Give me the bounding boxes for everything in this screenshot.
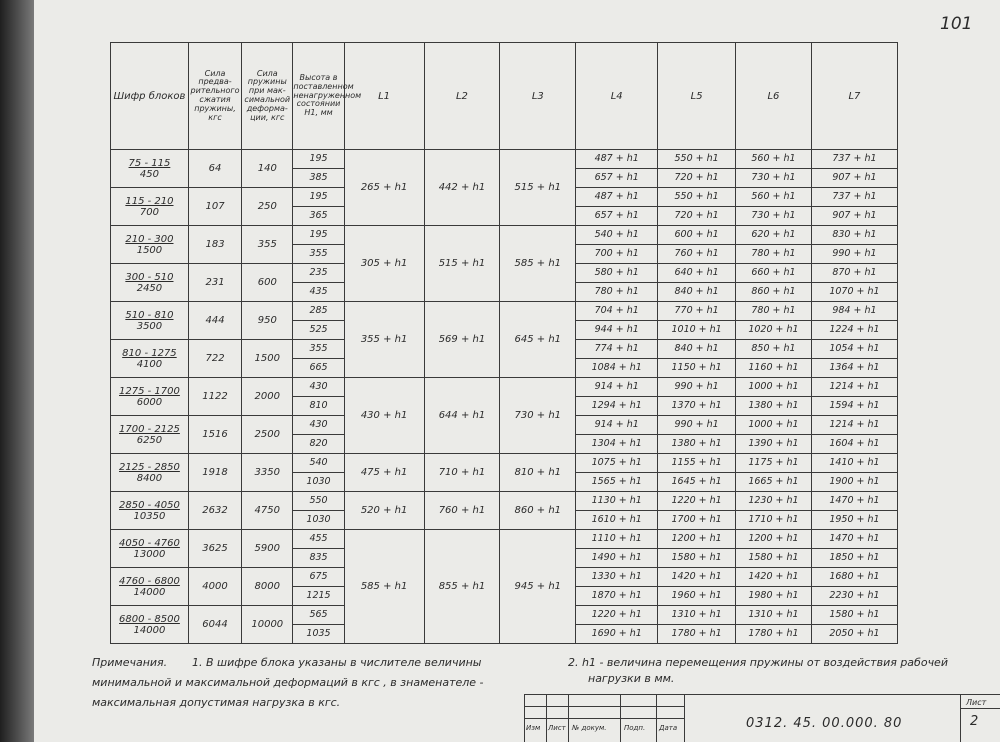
page-number: 101 — [940, 14, 973, 34]
l5-value: 550 + h1 — [658, 188, 736, 207]
cipher-max-load: 8400 — [136, 472, 163, 484]
header-height: Высота в поставленном ненагруженном состоянии H1, мм — [293, 43, 344, 150]
block-cipher — [111, 454, 189, 492]
l2-value: 442 + h1 — [424, 150, 500, 226]
l4-value: 1130 + h1 — [576, 492, 658, 511]
l7-value: 2050 + h1 — [811, 625, 897, 644]
max-force: 3350 — [242, 454, 293, 492]
free-height: 820 — [293, 435, 344, 454]
max-force: 2500 — [242, 416, 293, 454]
free-height: 525 — [293, 321, 344, 340]
l6-value: 560 + h1 — [736, 150, 812, 169]
block-cipher — [111, 264, 189, 302]
max-force: 600 — [242, 264, 293, 302]
max-force: 355 — [242, 226, 293, 264]
cipher-max-load: 6000 — [136, 396, 163, 408]
l1-value: 475 + h1 — [344, 454, 424, 492]
cipher-deformation-range: 1275 - 1700 — [119, 385, 180, 397]
block-cipher — [111, 568, 189, 606]
l4-value: 704 + h1 — [576, 302, 658, 321]
l7-value: 830 + h1 — [811, 226, 897, 245]
cipher-max-load: 2450 — [136, 282, 163, 294]
cipher-deformation-range: 6800 - 8500 — [119, 613, 180, 625]
l6-value: 560 + h1 — [736, 188, 812, 207]
l4-value: 487 + h1 — [576, 188, 658, 207]
free-height: 550 — [293, 492, 344, 511]
l6-value: 1175 + h1 — [736, 454, 812, 473]
l6-value: 1000 + h1 — [736, 378, 812, 397]
l6-value: 780 + h1 — [736, 245, 812, 264]
free-height: 430 — [293, 416, 344, 435]
l4-value: 1220 + h1 — [576, 606, 658, 625]
free-height: 1215 — [293, 587, 344, 606]
block-cipher — [111, 226, 189, 264]
l7-value: 1054 + h1 — [811, 340, 897, 359]
preload-force: 2632 — [188, 492, 241, 530]
block-cipher — [111, 302, 189, 340]
spring-block-table-area — [110, 42, 898, 654]
l5-value: 600 + h1 — [658, 226, 736, 245]
l5-value: 1580 + h1 — [658, 549, 736, 568]
cipher-deformation-range: 4050 - 4760 — [119, 537, 180, 549]
l5-value: 1645 + h1 — [658, 473, 736, 492]
max-force: 140 — [242, 150, 293, 188]
free-height: 355 — [293, 245, 344, 264]
l5-value: 840 + h1 — [658, 340, 736, 359]
tb-caption-sheet: Лист — [548, 724, 566, 732]
l6-value: 1980 + h1 — [736, 587, 812, 606]
l7-value: 1410 + h1 — [811, 454, 897, 473]
l7-value: 1950 + h1 — [811, 511, 897, 530]
free-height: 1030 — [293, 511, 344, 530]
table-row — [111, 492, 898, 511]
header-l1: L1 — [344, 43, 424, 150]
l4-value: 780 + h1 — [576, 283, 658, 302]
l7-value: 737 + h1 — [811, 150, 897, 169]
cipher-deformation-range: 300 - 510 — [125, 271, 174, 283]
document-code: 0312. 45. 00.000. 80 — [746, 716, 903, 731]
cipher-max-load: 14000 — [133, 586, 166, 598]
l4-value: 1610 + h1 — [576, 511, 658, 530]
table-row — [111, 226, 898, 245]
cipher-max-load: 6250 — [136, 434, 163, 446]
free-height: 365 — [293, 207, 344, 226]
l5-value: 1220 + h1 — [658, 492, 736, 511]
free-height: 430 — [293, 378, 344, 397]
l4-value: 914 + h1 — [576, 416, 658, 435]
table-row — [111, 302, 898, 321]
note-2-line-1: 2. h1 - величина перемещения пружины от воздействия рабочей — [568, 656, 948, 669]
l5-value: 1010 + h1 — [658, 321, 736, 340]
l7-value: 1070 + h1 — [811, 283, 897, 302]
preload-force: 722 — [188, 340, 241, 378]
preload-force: 64 — [188, 150, 241, 188]
block-cipher — [111, 530, 189, 568]
l7-value: 1470 + h1 — [811, 492, 897, 511]
l5-value: 840 + h1 — [658, 283, 736, 302]
l3-value: 515 + h1 — [500, 150, 576, 226]
l5-value: 640 + h1 — [658, 264, 736, 283]
l6-value: 860 + h1 — [736, 283, 812, 302]
l7-value: 907 + h1 — [811, 169, 897, 188]
l4-value: 944 + h1 — [576, 321, 658, 340]
block-cipher — [111, 150, 189, 188]
l5-value: 1310 + h1 — [658, 606, 736, 625]
l5-value: 1155 + h1 — [658, 454, 736, 473]
l7-value: 1224 + h1 — [811, 321, 897, 340]
block-cipher — [111, 606, 189, 644]
l6-value: 1160 + h1 — [736, 359, 812, 378]
notes-heading: Примечания. — [92, 656, 168, 669]
l2-value: 855 + h1 — [424, 530, 500, 644]
header-l2: L2 — [424, 43, 500, 150]
preload-force: 183 — [188, 226, 241, 264]
tb-caption-change: Изм — [526, 724, 541, 732]
l7-value: 2230 + h1 — [811, 587, 897, 606]
free-height: 435 — [293, 283, 344, 302]
preload-force: 1918 — [188, 454, 241, 492]
l2-value: 710 + h1 — [424, 454, 500, 492]
header-l7: L7 — [811, 43, 897, 150]
l5-value: 1780 + h1 — [658, 625, 736, 644]
l4-value: 1304 + h1 — [576, 435, 658, 454]
l6-value: 1580 + h1 — [736, 549, 812, 568]
l1-value: 520 + h1 — [344, 492, 424, 530]
l4-value: 774 + h1 — [576, 340, 658, 359]
spring-block-table — [110, 42, 898, 644]
l2-value: 569 + h1 — [424, 302, 500, 378]
tb-caption-doc: № докум. — [572, 724, 607, 732]
l3-value: 810 + h1 — [500, 454, 576, 492]
l5-value: 720 + h1 — [658, 169, 736, 188]
l7-value: 1604 + h1 — [811, 435, 897, 454]
l2-value: 760 + h1 — [424, 492, 500, 530]
l7-value: 984 + h1 — [811, 302, 897, 321]
l4-value: 1110 + h1 — [576, 530, 658, 549]
header-cipher: Шифр блоков — [111, 43, 189, 150]
l1-value: 265 + h1 — [344, 150, 424, 226]
l4-value: 914 + h1 — [576, 378, 658, 397]
l3-value: 730 + h1 — [500, 378, 576, 454]
l3-value: 860 + h1 — [500, 492, 576, 530]
max-force: 10000 — [242, 606, 293, 644]
l4-value: 657 + h1 — [576, 169, 658, 188]
table-row — [111, 150, 898, 169]
l4-value: 580 + h1 — [576, 264, 658, 283]
l5-value: 1960 + h1 — [658, 587, 736, 606]
l6-value: 1390 + h1 — [736, 435, 812, 454]
cipher-deformation-range: 810 - 1275 — [122, 347, 177, 359]
l7-value: 1680 + h1 — [811, 568, 897, 587]
block-cipher — [111, 378, 189, 416]
l2-value: 644 + h1 — [424, 378, 500, 454]
cipher-deformation-range: 1700 - 2125 — [119, 423, 180, 435]
preload-force: 444 — [188, 302, 241, 340]
free-height: 540 — [293, 454, 344, 473]
l6-value: 1310 + h1 — [736, 606, 812, 625]
free-height: 1030 — [293, 473, 344, 492]
l6-value: 1780 + h1 — [736, 625, 812, 644]
l6-value: 1380 + h1 — [736, 397, 812, 416]
l5-value: 1150 + h1 — [658, 359, 736, 378]
l6-value: 1200 + h1 — [736, 530, 812, 549]
l5-value: 1380 + h1 — [658, 435, 736, 454]
l5-value: 1370 + h1 — [658, 397, 736, 416]
max-force: 250 — [242, 188, 293, 226]
header-l6: L6 — [736, 43, 812, 150]
free-height: 195 — [293, 150, 344, 169]
free-height: 1035 — [293, 625, 344, 644]
l6-value: 780 + h1 — [736, 302, 812, 321]
l7-value: 1580 + h1 — [811, 606, 897, 625]
note-1-line-1: 1. В шифре блока указаны в числителе величины — [192, 656, 482, 669]
free-height: 665 — [293, 359, 344, 378]
max-force: 950 — [242, 302, 293, 340]
document-page — [34, 0, 1000, 742]
free-height: 235 — [293, 264, 344, 283]
header-preload: Сила предва-рительного сжатия пружины, кгс — [188, 43, 241, 150]
l5-value: 760 + h1 — [658, 245, 736, 264]
l6-value: 660 + h1 — [736, 264, 812, 283]
l7-value: 990 + h1 — [811, 245, 897, 264]
block-cipher — [111, 188, 189, 226]
l7-value: 870 + h1 — [811, 264, 897, 283]
l6-value: 730 + h1 — [736, 207, 812, 226]
block-cipher — [111, 416, 189, 454]
l1-value: 355 + h1 — [344, 302, 424, 378]
header-l4: L4 — [576, 43, 658, 150]
l6-value: 730 + h1 — [736, 169, 812, 188]
l7-value: 1214 + h1 — [811, 378, 897, 397]
note-1-line-3: максимальная допустимая нагрузка в кгс. — [92, 696, 341, 709]
max-force: 8000 — [242, 568, 293, 606]
header-max-force: Сила пружины при мак-симальной деформа-ции, кгс — [242, 43, 293, 150]
free-height: 385 — [293, 169, 344, 188]
cipher-max-load: 14000 — [133, 624, 166, 636]
table-row — [111, 378, 898, 397]
l5-value: 550 + h1 — [658, 150, 736, 169]
free-height: 675 — [293, 568, 344, 587]
l4-value: 1075 + h1 — [576, 454, 658, 473]
sheet-label: Лист — [966, 698, 987, 707]
cipher-max-load: 3500 — [136, 320, 163, 332]
l4-value: 657 + h1 — [576, 207, 658, 226]
cipher-max-load: 700 — [139, 206, 159, 218]
l3-value: 945 + h1 — [500, 530, 576, 644]
cipher-max-load: 450 — [139, 168, 159, 180]
l3-value: 645 + h1 — [500, 302, 576, 378]
free-height: 285 — [293, 302, 344, 321]
header-l3: L3 — [500, 43, 576, 150]
free-height: 355 — [293, 340, 344, 359]
max-force: 4750 — [242, 492, 293, 530]
tb-caption-sign: Подп. — [624, 724, 646, 732]
l7-value: 737 + h1 — [811, 188, 897, 207]
cipher-deformation-range: 4760 - 6800 — [119, 575, 180, 587]
cipher-deformation-range: 210 - 300 — [125, 233, 174, 245]
l5-value: 770 + h1 — [658, 302, 736, 321]
title-block — [524, 694, 1000, 742]
l5-value: 990 + h1 — [658, 378, 736, 397]
l4-value: 487 + h1 — [576, 150, 658, 169]
l6-value: 1420 + h1 — [736, 568, 812, 587]
free-height: 565 — [293, 606, 344, 625]
l5-value: 1700 + h1 — [658, 511, 736, 530]
l6-value: 1665 + h1 — [736, 473, 812, 492]
preload-force: 231 — [188, 264, 241, 302]
cipher-max-load: 1500 — [136, 244, 163, 256]
l6-value: 620 + h1 — [736, 226, 812, 245]
note-2-line-2: нагрузки в мм. — [588, 672, 675, 685]
l4-value: 540 + h1 — [576, 226, 658, 245]
l7-value: 907 + h1 — [811, 207, 897, 226]
preload-force: 4000 — [188, 568, 241, 606]
l5-value: 990 + h1 — [658, 416, 736, 435]
l6-value: 850 + h1 — [736, 340, 812, 359]
max-force: 2000 — [242, 378, 293, 416]
l6-value: 1020 + h1 — [736, 321, 812, 340]
l4-value: 1565 + h1 — [576, 473, 658, 492]
l7-value: 1214 + h1 — [811, 416, 897, 435]
cipher-deformation-range: 115 - 210 — [125, 195, 174, 207]
cipher-deformation-range: 510 - 810 — [125, 309, 174, 321]
l4-value: 1490 + h1 — [576, 549, 658, 568]
l7-value: 1470 + h1 — [811, 530, 897, 549]
cipher-max-load: 4100 — [136, 358, 163, 370]
book-binding — [0, 0, 34, 742]
cipher-max-load: 10350 — [133, 510, 166, 522]
l7-value: 1850 + h1 — [811, 549, 897, 568]
l5-value: 720 + h1 — [658, 207, 736, 226]
l4-value: 1690 + h1 — [576, 625, 658, 644]
l7-value: 1594 + h1 — [811, 397, 897, 416]
free-height: 810 — [293, 397, 344, 416]
cipher-deformation-range: 2125 - 2850 — [119, 461, 180, 473]
free-height: 835 — [293, 549, 344, 568]
preload-force: 6044 — [188, 606, 241, 644]
free-height: 195 — [293, 226, 344, 245]
l7-value: 1364 + h1 — [811, 359, 897, 378]
l5-value: 1200 + h1 — [658, 530, 736, 549]
block-cipher — [111, 492, 189, 530]
l6-value: 1000 + h1 — [736, 416, 812, 435]
l4-value: 1294 + h1 — [576, 397, 658, 416]
l6-value: 1230 + h1 — [736, 492, 812, 511]
table-header-row — [111, 43, 898, 150]
preload-force: 1516 — [188, 416, 241, 454]
note-1-line-2: минимальной и максимальной деформаций в кгс , в знаменателе - — [92, 676, 484, 689]
tb-caption-date: Дата — [659, 724, 678, 732]
free-height: 455 — [293, 530, 344, 549]
preload-force: 3625 — [188, 530, 241, 568]
l2-value: 515 + h1 — [424, 226, 500, 302]
l4-value: 1084 + h1 — [576, 359, 658, 378]
max-force: 5900 — [242, 530, 293, 568]
l1-value: 430 + h1 — [344, 378, 424, 454]
max-force: 1500 — [242, 340, 293, 378]
l6-value: 1710 + h1 — [736, 511, 812, 530]
free-height: 195 — [293, 188, 344, 207]
cipher-deformation-range: 75 - 115 — [128, 157, 171, 169]
preload-force: 107 — [188, 188, 241, 226]
table-row — [111, 454, 898, 473]
block-cipher — [111, 340, 189, 378]
cipher-deformation-range: 2850 - 4050 — [119, 499, 180, 511]
l5-value: 1420 + h1 — [658, 568, 736, 587]
table-row — [111, 530, 898, 549]
preload-force: 1122 — [188, 378, 241, 416]
l1-value: 585 + h1 — [344, 530, 424, 644]
l7-value: 1900 + h1 — [811, 473, 897, 492]
l4-value: 1330 + h1 — [576, 568, 658, 587]
l3-value: 585 + h1 — [500, 226, 576, 302]
header-l5: L5 — [658, 43, 736, 150]
l4-value: 700 + h1 — [576, 245, 658, 264]
sheet-number: 2 — [970, 714, 979, 729]
l4-value: 1870 + h1 — [576, 587, 658, 606]
l1-value: 305 + h1 — [344, 226, 424, 302]
cipher-max-load: 13000 — [133, 548, 166, 560]
